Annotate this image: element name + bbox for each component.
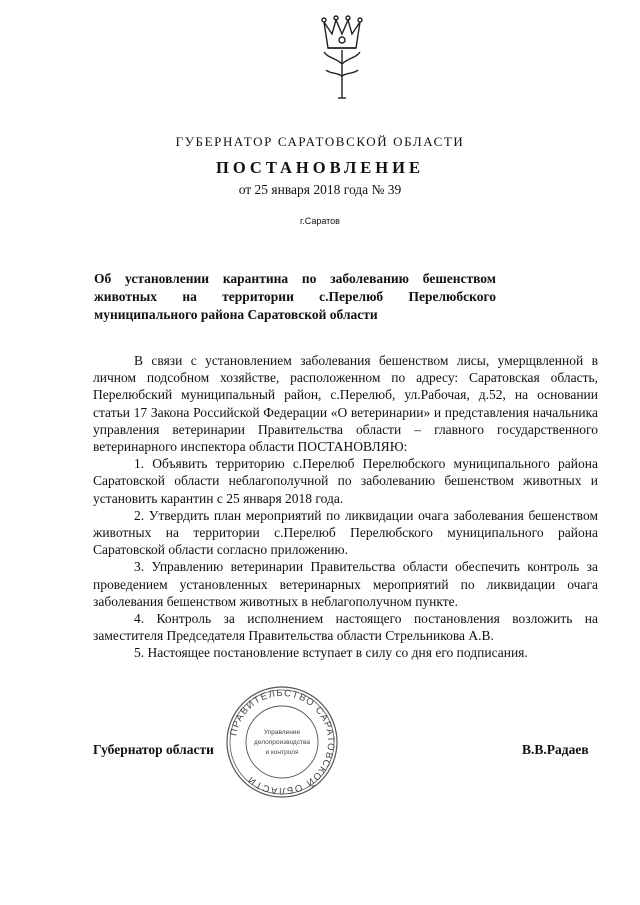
body-paragraph: 4. Контроль за исполнением настоящего постановления возложить на заместителя Председателя Правительства области Стрельникова А.В. [93,611,598,644]
document-body [93,352,598,662]
body-paragraph: 2. Утвердить план мероприятий по ликвидации очага заболевания бешенством животных на территории с.Перелюб Перелюбского муниципального района Саратовской области согласно приложению. [93,507,598,558]
document-date: от 25 января 2018 года № 39 [238,182,402,197]
document-title [94,270,496,324]
title-line: животных на территории с.Перелюб Перелюбского [94,289,496,304]
stamp-inner-line: Управление [263,729,301,736]
stamp-inner-line: делопроизводства [254,739,310,746]
stamp-inner-line: и контроля [265,749,299,756]
title-line: муниципального района Саратовской области [94,307,378,322]
organization-name: ГУБЕРНАТОР САРАТОВСКОЙ ОБЛАСТИ [175,134,465,149]
signatory-position: Губернатор области [93,742,214,757]
body-paragraph: В связи с установлением заболевания бешенством лисы, умерщвленной в личном подсобном хозяйстве, расположенном по адресу: Саратовская область, Перелюбский муниципальный район, с.Перелюб, ул.Рабочая, д.52, на основании статьи 17 Закона Российской Федерации «О ветеринарии» и представления начальника управления ветеринарии Правительства области – главного государственного ветеринарного инспектора области ПОСТАНОВЛЯЮ: [93,353,598,455]
document-city: г.Саратов [300,216,340,226]
official-stamp [224,684,340,800]
title-line: Об установлении карантина по заболеванию бешенством [94,271,496,286]
body-paragraph: 5. Настоящее постановление вступает в силу со дня его подписания. [134,645,528,661]
stamp-ring-text: ПРАВИТЕЛЬСТВО САРАТОВСКОЙ ОБЛАСТИ [228,687,337,797]
body-paragraph: 3. Управлению ветеринарии Правительства области обеспечить контроль за проведением установленных ветеринарных мероприятий по ликвидации очага заболевания бешенством животных в неблагополучном пункте. [93,559,598,609]
signatory-name: В.В.Радаев [522,742,589,757]
body-paragraph: 1. Объявить территорию с.Перелюб Перелюбского муниципального района Саратовской области неблагополучной по заболеванию бешенством животных и установить карантин с 25 января 2018 года. [93,456,598,506]
crown-emblem-icon [318,14,366,100]
document-type: ПОСТАНОВЛЕНИЕ [216,158,424,177]
